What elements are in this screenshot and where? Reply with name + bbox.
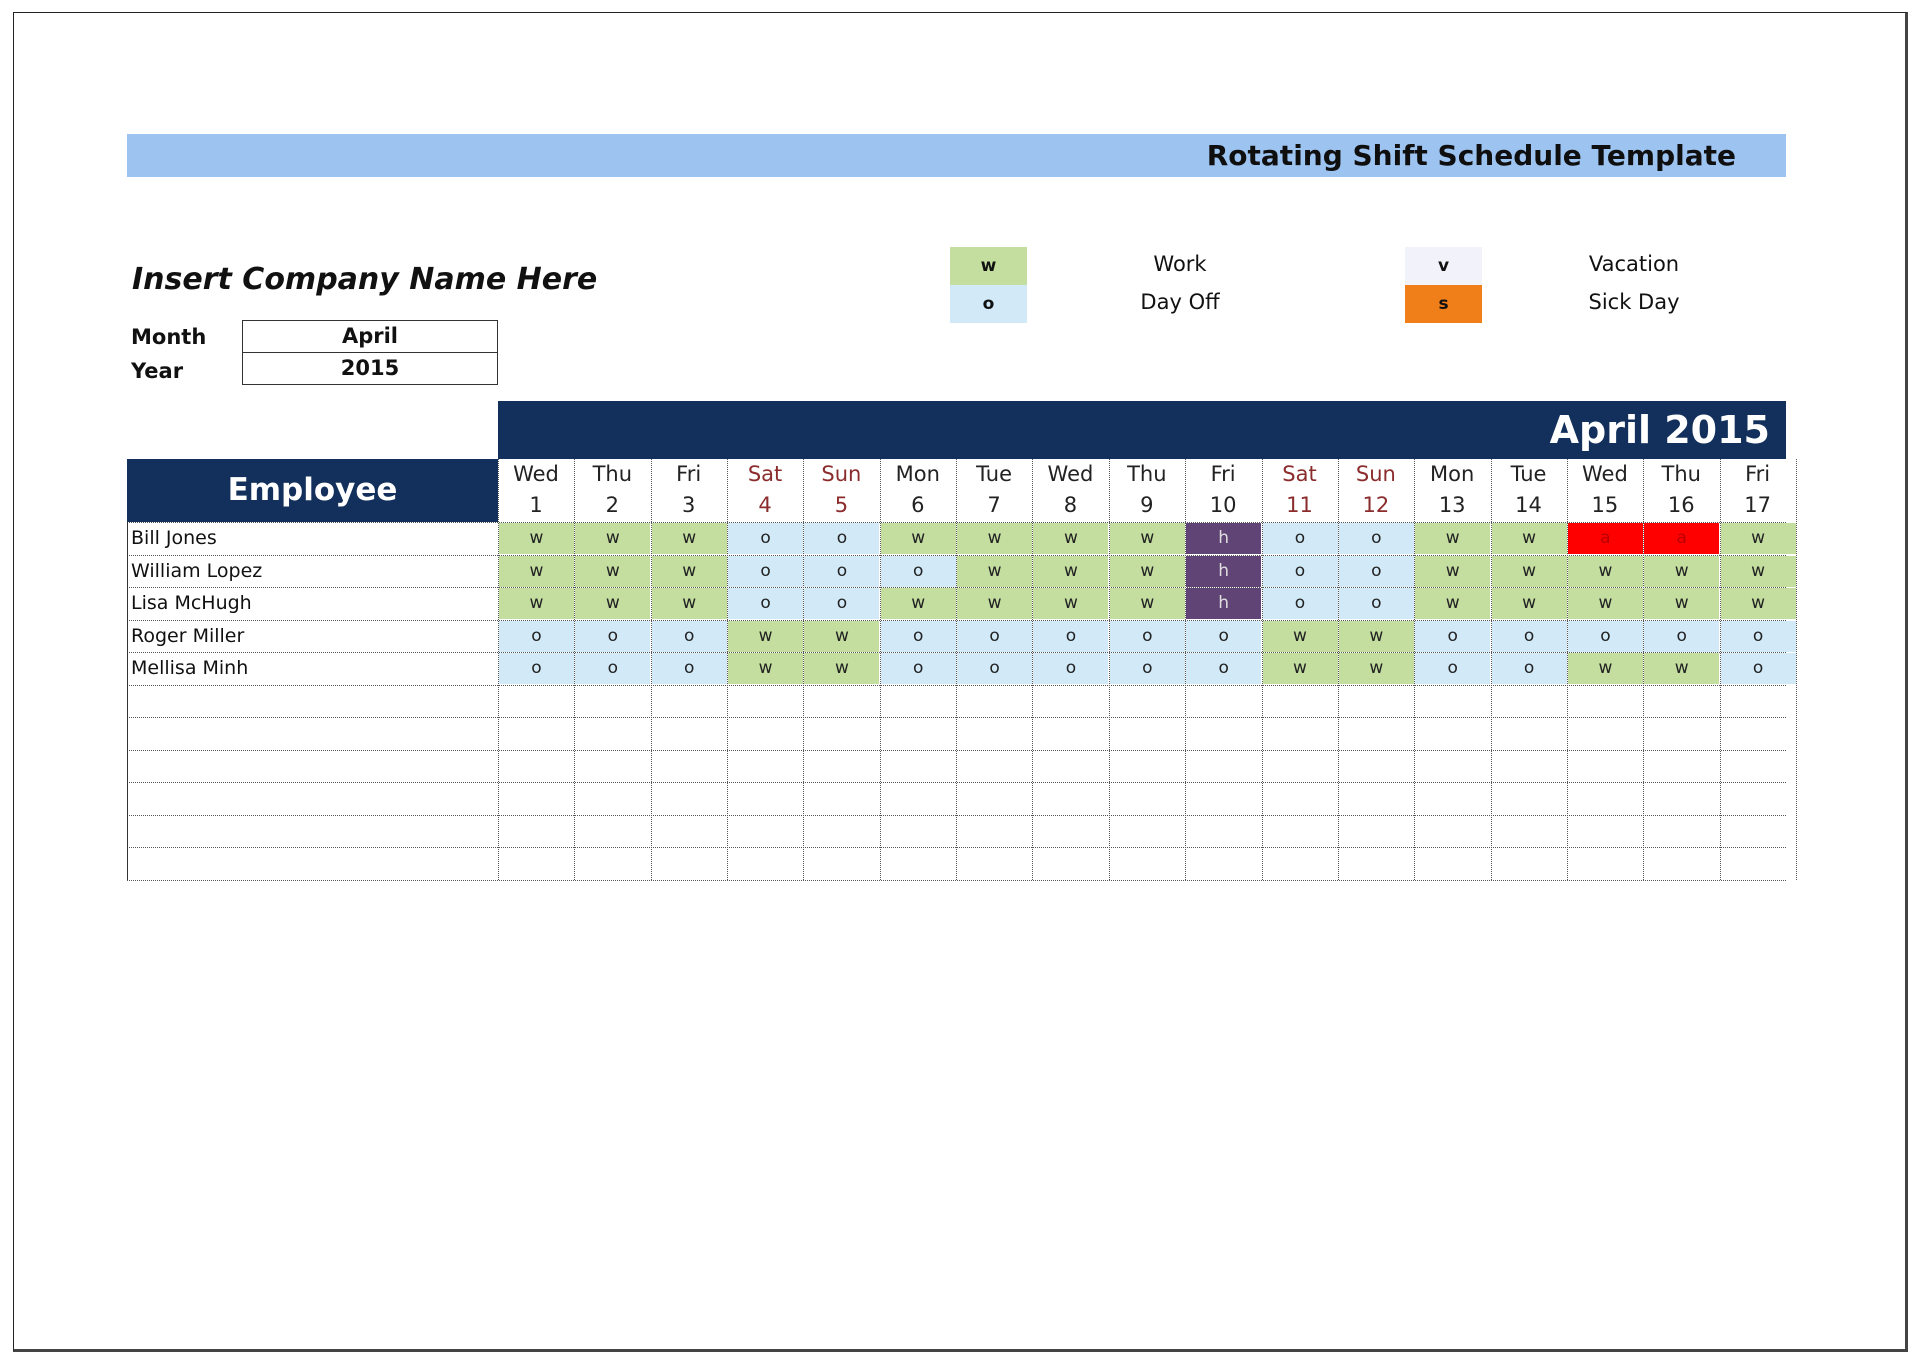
- shift-cell[interactable]: w: [1644, 556, 1719, 587]
- shift-cell[interactable]: w: [1492, 588, 1567, 619]
- shift-cell[interactable]: w: [652, 523, 727, 554]
- shift-cell[interactable]: a: [1644, 523, 1719, 554]
- legend-dayoff-label: Day Off: [1140, 290, 1220, 314]
- shift-cell[interactable]: w: [499, 523, 574, 554]
- shift-cell[interactable]: o: [1263, 556, 1338, 587]
- day-of-week-label: Thu: [1661, 462, 1701, 486]
- page-title: Rotating Shift Schedule Template: [1206, 139, 1736, 172]
- day-number-label: 8: [1063, 493, 1078, 517]
- shift-cell[interactable]: w: [957, 588, 1032, 619]
- day-number-label: 14: [1515, 493, 1542, 517]
- shift-cell[interactable]: o: [499, 653, 574, 684]
- shift-cell[interactable]: o: [652, 621, 727, 652]
- shift-cell[interactable]: o: [1339, 523, 1414, 554]
- day-number-label: 1: [529, 493, 543, 517]
- month-field[interactable]: April: [242, 320, 498, 353]
- shift-cell[interactable]: o: [1492, 653, 1567, 684]
- employee-name-empty[interactable]: [131, 848, 491, 879]
- day-of-week-label: Mon: [1430, 462, 1475, 486]
- shift-cell[interactable]: w: [1339, 653, 1414, 684]
- day-of-week-label: Thu: [592, 462, 633, 486]
- shift-cell[interactable]: w: [575, 588, 650, 619]
- day-number-label: 13: [1438, 493, 1466, 517]
- legend-dayoff-swatch: o: [950, 285, 1027, 323]
- shift-cell[interactable]: o: [804, 556, 879, 587]
- day-of-week-label: Fri: [676, 462, 702, 486]
- column-divider: [127, 522, 128, 880]
- shift-cell[interactable]: w: [575, 556, 650, 587]
- shift-cell[interactable]: o: [499, 621, 574, 652]
- day-number-label: 6: [911, 493, 925, 517]
- shift-cell[interactable]: o: [804, 523, 879, 554]
- shift-cell[interactable]: o: [1721, 621, 1796, 652]
- day-of-week-label: Sat: [747, 462, 783, 486]
- legend-vacation-label: Vacation: [1588, 252, 1680, 276]
- shift-cell[interactable]: w: [1721, 523, 1796, 554]
- shift-cell[interactable]: w: [499, 588, 574, 619]
- day-of-week-label: Fri: [1745, 462, 1771, 486]
- shift-cell[interactable]: o: [1492, 621, 1567, 652]
- shift-cell[interactable]: o: [1263, 523, 1338, 554]
- shift-cell[interactable]: w: [1263, 653, 1338, 684]
- day-of-week-label: Sun: [1355, 462, 1396, 486]
- shift-cell[interactable]: w: [728, 621, 803, 652]
- shift-cell[interactable]: w: [881, 588, 956, 619]
- shift-cell[interactable]: o: [1033, 653, 1108, 684]
- shift-cell[interactable]: o: [1110, 653, 1185, 684]
- shift-cell[interactable]: w: [1644, 588, 1719, 619]
- year-field[interactable]: 2015: [242, 352, 498, 385]
- shift-cell[interactable]: w: [1568, 556, 1643, 587]
- day-of-week-label: Wed: [1047, 462, 1094, 486]
- shift-cell[interactable]: w: [957, 523, 1032, 554]
- day-of-week-label: Wed: [513, 462, 559, 486]
- shift-cell[interactable]: o: [881, 653, 956, 684]
- shift-cell[interactable]: w: [1110, 523, 1185, 554]
- shift-cell[interactable]: w: [1110, 556, 1185, 587]
- day-of-week-label: Sun: [821, 462, 862, 486]
- shift-cell[interactable]: o: [1415, 653, 1490, 684]
- shift-cell[interactable]: o: [957, 653, 1032, 684]
- employee-name-empty[interactable]: [131, 718, 491, 749]
- shift-cell[interactable]: w: [957, 556, 1032, 587]
- column-divider: [1796, 459, 1797, 880]
- legend-work-label: Work: [1153, 252, 1207, 276]
- shift-cell[interactable]: o: [1263, 588, 1338, 619]
- employee-name-empty[interactable]: [131, 751, 491, 782]
- employee-name[interactable]: Roger Miller: [131, 624, 245, 647]
- day-number-label: 5: [834, 493, 849, 517]
- shift-cell[interactable]: w: [1644, 653, 1719, 684]
- day-number-label: 12: [1362, 493, 1390, 517]
- shift-cell[interactable]: o: [575, 621, 650, 652]
- shift-cell[interactable]: o: [1339, 556, 1414, 587]
- shift-cell[interactable]: w: [652, 556, 727, 587]
- shift-cell[interactable]: o: [728, 588, 803, 619]
- legend-vacation-swatch: v: [1405, 247, 1482, 285]
- shift-cell[interactable]: w: [804, 621, 879, 652]
- year-label: Year: [131, 359, 184, 383]
- company-name[interactable]: Insert Company Name Here: [132, 262, 598, 297]
- shift-cell[interactable]: w: [1415, 588, 1490, 619]
- shift-cell[interactable]: o: [881, 556, 956, 587]
- day-of-week-label: Wed: [1581, 462, 1628, 486]
- shift-cell[interactable]: w: [804, 653, 879, 684]
- employee-name[interactable]: Lisa McHugh: [131, 592, 252, 614]
- shift-cell[interactable]: h: [1186, 556, 1261, 587]
- shift-cell[interactable]: w: [1033, 556, 1108, 587]
- legend-sickday-swatch: s: [1405, 285, 1482, 323]
- shift-cell[interactable]: o: [1110, 621, 1185, 652]
- employee-name[interactable]: Mellisa Minh: [131, 657, 249, 679]
- shift-cell[interactable]: o: [575, 653, 650, 684]
- employee-name-empty[interactable]: [131, 686, 491, 717]
- day-of-week-label: Thu: [1127, 462, 1167, 486]
- shift-cell[interactable]: o: [652, 653, 727, 684]
- shift-cell[interactable]: h: [1186, 588, 1261, 619]
- employee-name-empty[interactable]: [131, 783, 491, 814]
- employee-column-header: Employee: [127, 459, 498, 522]
- shift-cell[interactable]: w: [1568, 588, 1643, 619]
- day-of-week-label: Tue: [976, 462, 1013, 486]
- shift-cell[interactable]: w: [1721, 588, 1796, 619]
- shift-cell[interactable]: o: [1186, 621, 1261, 652]
- day-number-label: 3: [682, 493, 696, 517]
- calendar-title: April 2015: [1549, 408, 1770, 452]
- month-label: Month: [131, 325, 207, 349]
- day-number-label: 17: [1744, 493, 1771, 517]
- shift-cell[interactable]: w: [881, 523, 956, 554]
- shift-cell[interactable]: w: [1339, 621, 1414, 652]
- shift-cell[interactable]: w: [1721, 556, 1796, 587]
- shift-cell[interactable]: w: [1568, 653, 1643, 684]
- calendar-header: [498, 401, 1786, 459]
- day-number-label: 16: [1667, 493, 1695, 517]
- employee-name[interactable]: William Lopez: [131, 559, 263, 582]
- shift-cell[interactable]: o: [1186, 653, 1261, 684]
- shift-cell[interactable]: o: [881, 621, 956, 652]
- shift-cell[interactable]: o: [1033, 621, 1108, 652]
- shift-cell[interactable]: w: [1492, 523, 1567, 554]
- day-number-label: 2: [605, 493, 620, 517]
- shift-cell[interactable]: w: [575, 523, 650, 554]
- shift-cell[interactable]: o: [1644, 621, 1719, 652]
- shift-cell[interactable]: o: [728, 556, 803, 587]
- shift-cell[interactable]: w: [1033, 588, 1108, 619]
- employee-name-empty[interactable]: [131, 816, 491, 847]
- day-number-label: 4: [758, 493, 772, 517]
- legend-work-swatch: w: [950, 247, 1027, 285]
- day-number-label: 9: [1140, 493, 1154, 517]
- shift-cell[interactable]: w: [1033, 523, 1108, 554]
- shift-cell[interactable]: w: [1492, 556, 1567, 587]
- shift-cell[interactable]: w: [1415, 556, 1490, 587]
- shift-cell[interactable]: w: [1110, 588, 1185, 619]
- title-banner: [127, 134, 1786, 177]
- shift-cell[interactable]: w: [499, 556, 574, 587]
- day-of-week-label: Sat: [1282, 462, 1317, 486]
- day-of-week-label: Fri: [1210, 462, 1236, 486]
- shift-cell[interactable]: w: [1263, 621, 1338, 652]
- shift-cell[interactable]: a: [1568, 523, 1643, 554]
- shift-cell[interactable]: o: [1415, 621, 1490, 652]
- shift-cell[interactable]: o: [957, 621, 1032, 652]
- shift-cell[interactable]: h: [1186, 523, 1261, 554]
- day-number-label: 10: [1209, 493, 1237, 517]
- shift-cell[interactable]: o: [728, 523, 803, 554]
- employee-name[interactable]: Bill Jones: [131, 527, 217, 549]
- day-number-label: 11: [1286, 493, 1313, 517]
- row-divider: [127, 880, 1786, 881]
- day-of-week-label: Mon: [895, 462, 940, 486]
- shift-cell[interactable]: o: [1339, 588, 1414, 619]
- day-of-week-label: Tue: [1510, 462, 1547, 486]
- shift-cell[interactable]: w: [652, 588, 727, 619]
- legend-sickday-label: Sick Day: [1588, 290, 1680, 314]
- shift-cell[interactable]: o: [1721, 653, 1796, 684]
- shift-cell[interactable]: o: [1568, 621, 1643, 652]
- day-number-label: 15: [1591, 493, 1619, 517]
- day-number-label: 7: [987, 493, 1001, 517]
- shift-cell[interactable]: w: [1415, 523, 1490, 554]
- shift-cell[interactable]: o: [804, 588, 879, 619]
- shift-cell[interactable]: w: [728, 653, 803, 684]
